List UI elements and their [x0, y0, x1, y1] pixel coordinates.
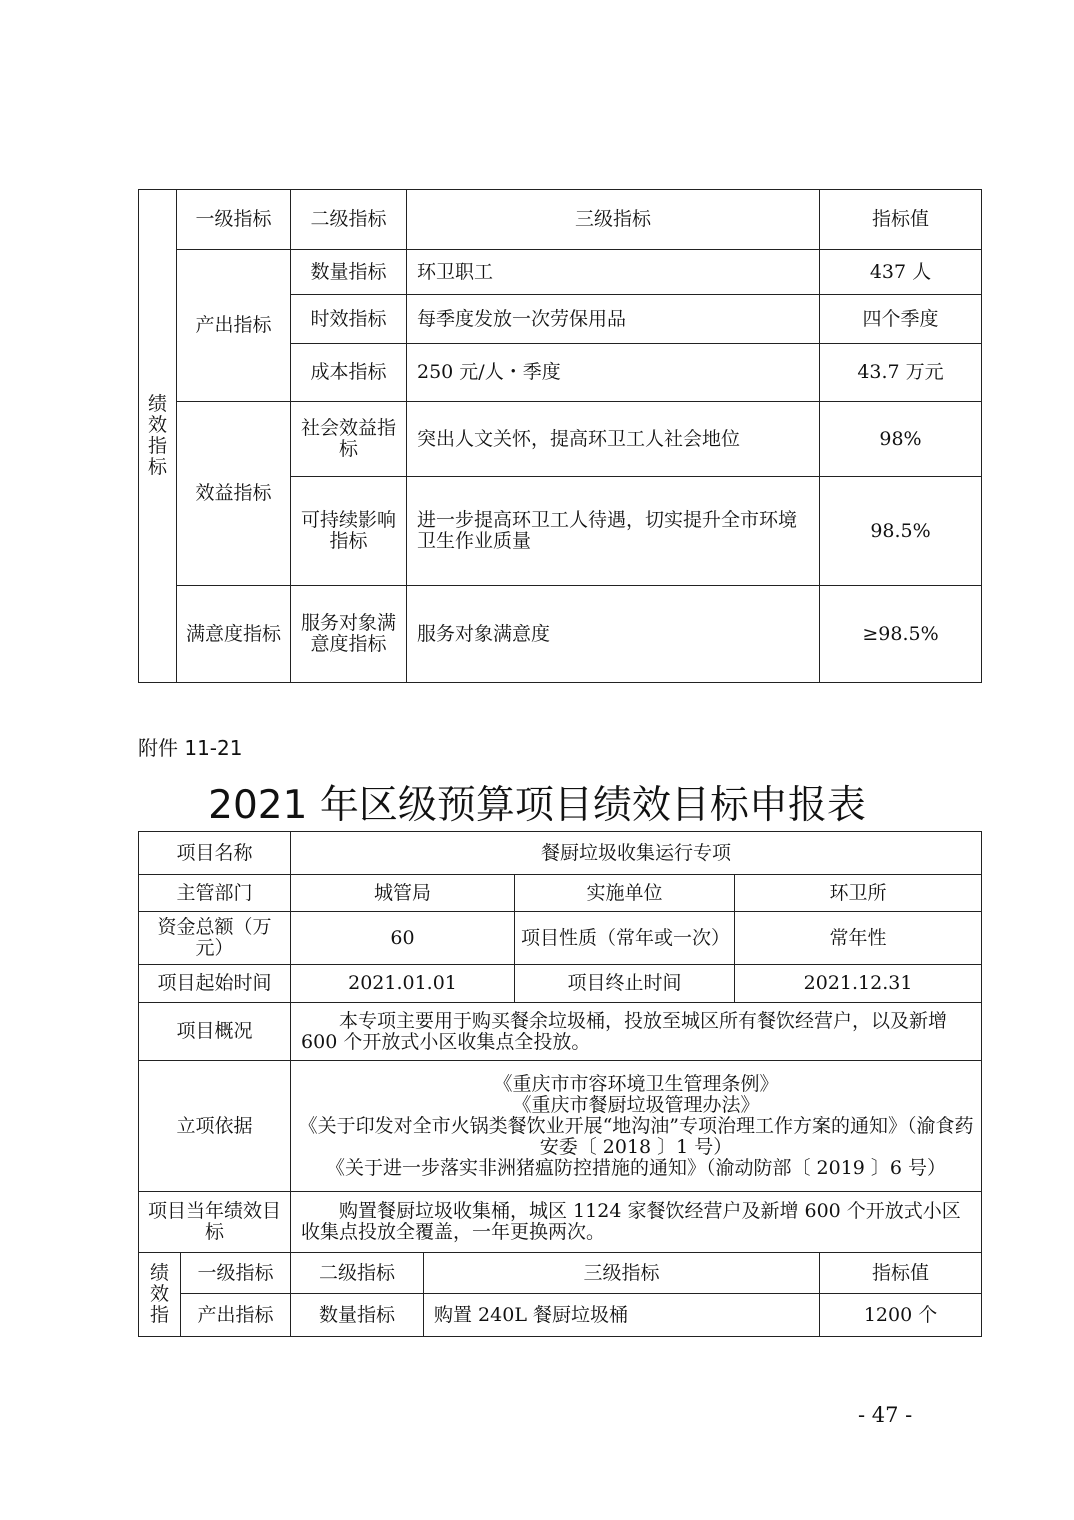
basis-label: 立项依据 — [139, 1061, 291, 1192]
header-level2: 二级指标 — [291, 1253, 424, 1294]
value-cell: 437 人 — [820, 250, 982, 295]
value-cell: 43.7 万元 — [820, 344, 982, 402]
document-title: 2021 年区级预算项目绩效目标申报表 — [208, 783, 866, 828]
annual-goal-label: 项目当年绩效目标 — [139, 1192, 291, 1253]
level3-cell: 每季度发放一次劳保用品 — [407, 295, 820, 344]
level3-cell: 服务对象满意度 — [407, 586, 820, 683]
nature-value: 常年性 — [735, 912, 982, 965]
value-cell: ≥98.5% — [820, 586, 982, 683]
benefit-indicator-label: 效益指标 — [177, 402, 291, 586]
unit-value: 环卫所 — [735, 875, 982, 912]
level3-cell: 突出人文关怀，提高环卫工人社会地位 — [407, 402, 820, 477]
end-time-label: 项目终止时间 — [515, 965, 735, 1003]
overview-text: 本专项主要用于购买餐余垃圾桶，投放至城区所有餐饮经营户，以及新增 600 个开放式小区收集点全投放。 — [291, 1003, 982, 1061]
level3-cell: 环卫职工 — [407, 250, 820, 295]
overview-label: 项目概况 — [139, 1003, 291, 1061]
fund-label: 资金总额（万元） — [139, 912, 291, 965]
level2-cell: 可持续影响指标 — [291, 477, 407, 586]
project-name-label: 项目名称 — [139, 832, 291, 875]
level2-cell: 数量指标 — [291, 1294, 424, 1337]
value-cell: 98% — [820, 402, 982, 477]
output-indicator-label: 产出指标 — [181, 1294, 291, 1337]
annual-goal-text: 购置餐厨垃圾收集桶，城区 1124 家餐饮经营户及新增 600 个开放式小区收集点投放全覆盖，一年更换两次。 — [291, 1192, 982, 1253]
end-time-value: 2021.12.31 — [735, 965, 982, 1003]
basis-list — [291, 1061, 982, 1192]
basis-item: 《重庆市餐厨垃圾管理办法》 — [512, 1093, 760, 1116]
dept-label: 主管部门 — [139, 875, 291, 912]
attachment-label: 附件 11-21 — [138, 736, 243, 760]
level2-cell: 成本指标 — [291, 344, 407, 402]
side-label-cell — [139, 190, 177, 683]
header-level1: 一级指标 — [177, 190, 291, 250]
satisfaction-indicator-label: 满意度指标 — [177, 586, 291, 683]
basis-item: 《重庆市市容环境卫生管理条例》 — [493, 1072, 779, 1095]
unit-label: 实施单位 — [515, 875, 735, 912]
page-number: - 47 - — [858, 1403, 913, 1427]
header-value: 指标值 — [820, 1253, 982, 1294]
header-value: 指标值 — [820, 190, 982, 250]
value-cell: 1200 个 — [820, 1294, 982, 1337]
start-time-value: 2021.01.01 — [291, 965, 515, 1003]
basis-item: 《关于印发对全市火锅类餐饮业开展“地沟油”专项治理工作方案的通知》（渝食药安委〔 2018 〕1 号） — [298, 1114, 974, 1158]
value-cell: 四个季度 — [820, 295, 982, 344]
output-indicator-label: 产出指标 — [177, 250, 291, 402]
side-label: 绩效指标 — [147, 393, 167, 478]
value-cell: 98.5% — [820, 477, 982, 586]
basis-item: 《关于进一步落实非洲猪瘟防控措施的通知》（渝动防部〔 2019 〕6 号） — [326, 1156, 947, 1179]
project-name-value: 餐厨垃圾收集运行专项 — [291, 832, 982, 875]
side-label: 绩效指 — [149, 1262, 169, 1326]
level3-cell: 250 元/人・季度 — [407, 344, 820, 402]
header-level1: 一级指标 — [181, 1253, 291, 1294]
level3-cell: 进一步提高环卫工人待遇，切实提升全市环境卫生作业质量 — [407, 477, 820, 586]
side-label-cell — [139, 1253, 181, 1337]
nature-label: 项目性质（常年或一次） — [515, 912, 735, 965]
budget-project-performance-table — [138, 831, 982, 1337]
start-time-label: 项目起始时间 — [139, 965, 291, 1003]
fund-value: 60 — [291, 912, 515, 965]
level2-cell: 社会效益指标 — [291, 402, 407, 477]
header-level3: 三级指标 — [407, 190, 820, 250]
level2-cell: 数量指标 — [291, 250, 407, 295]
header-level3: 三级指标 — [424, 1253, 820, 1294]
header-level2: 二级指标 — [291, 190, 407, 250]
dept-value: 城管局 — [291, 875, 515, 912]
performance-indicator-table-continued — [138, 189, 982, 683]
level2-cell: 服务对象满意度指标 — [291, 586, 407, 683]
level3-cell: 购置 240L 餐厨垃圾桶 — [424, 1294, 820, 1337]
level2-cell: 时效指标 — [291, 295, 407, 344]
